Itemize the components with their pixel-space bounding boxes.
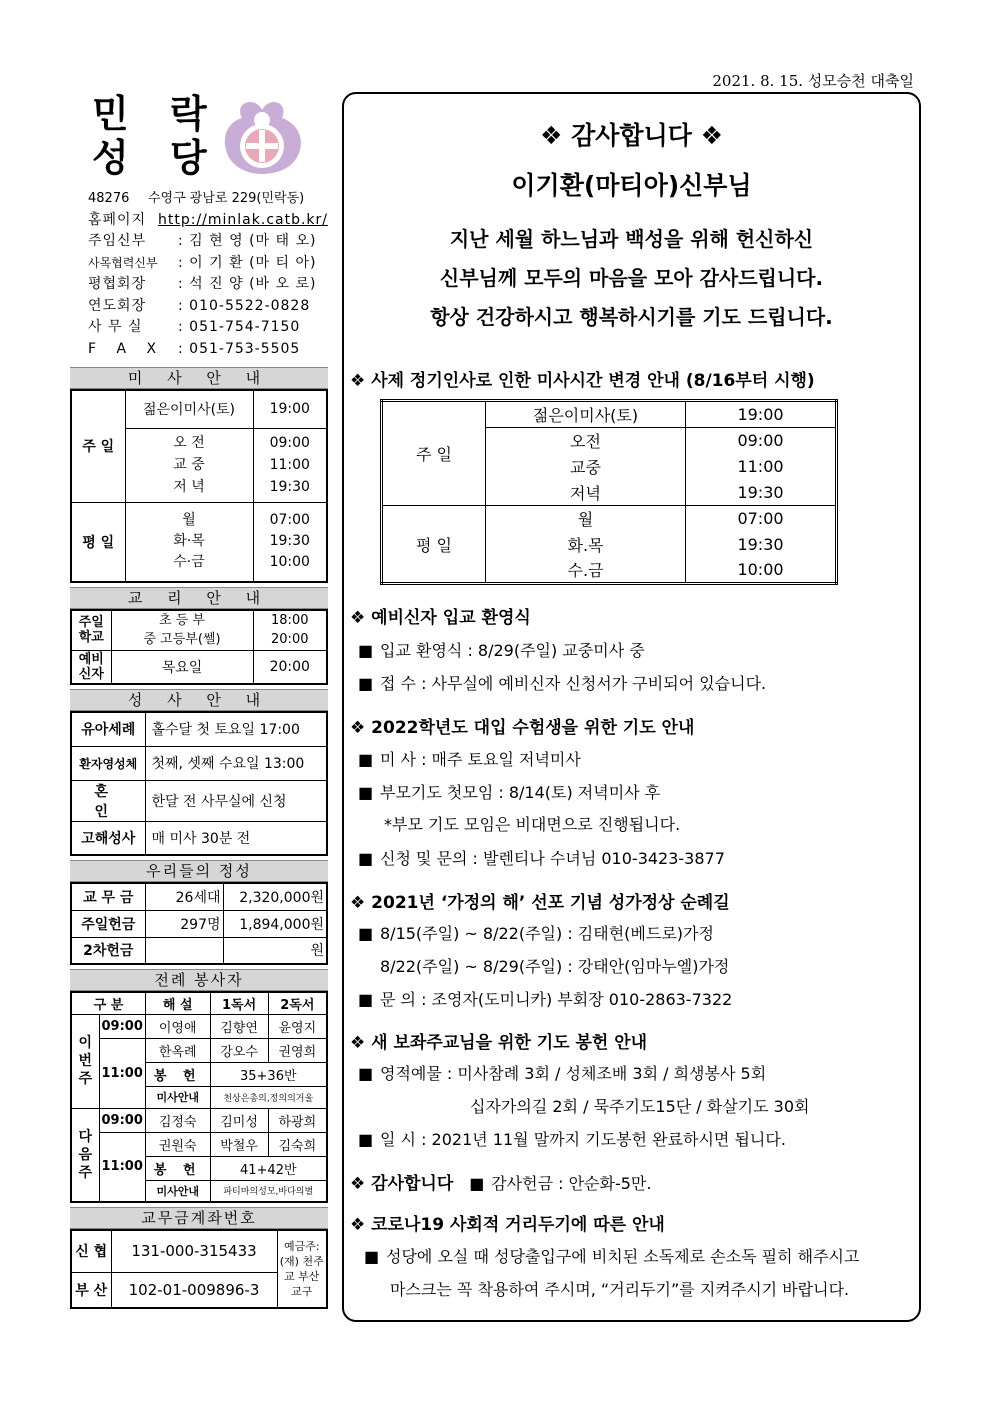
bongheon-label: 봉 헌 [145,1156,210,1180]
section-title-inline [350,1169,651,1194]
mass-table-name: 오전 [486,428,686,454]
notice-text: 문 의 : 조영자(도미니카) 부회장 010-2863-7322 [380,990,733,1009]
notice-line: ■ 신청 및 문의 : 발렌티나 수녀님 010-3423-3877 [358,849,725,868]
doctrine-header: 교 리 안 내 [70,587,328,609]
notice-text: 신청 및 문의 : 발렌티나 수녀님 010-3423-3877 [380,849,725,868]
address-row [70,188,328,210]
servers-header: 전례 봉사자 [70,969,328,991]
account-number: 131-000-315433 [111,1230,277,1272]
server-name: 김향연 [210,1014,268,1038]
thanks-message [344,220,919,337]
mass-table-time: 19:30 [686,480,837,506]
catechumen-time: 20:00 [253,650,327,684]
notice-line: ■ 8/15(주일) ~ 8/22(주일) : 김태현(베드로)가정 [358,924,714,943]
server-time: 11:00 [99,1038,145,1108]
servers-col-header: 해 설 [145,992,210,1014]
mass-table-name: 교중 [486,454,686,480]
mass-table-name: 젊은이미사(토) [486,401,686,428]
mass-table-time: 07:00 [686,506,837,532]
section-title: ❖ 코로나19 사회적 거리두기에 따른 안내 [350,1215,665,1235]
server-name: 하광희 [268,1108,327,1132]
weekday-mass-names [125,502,253,582]
mass-table-time: 19:30 [686,532,837,558]
notice-text: 미 사 : 매주 토요일 저녁미사 [380,750,581,769]
section-title: ❖ 2022학년도 대입 수험생을 위한 기도 안내 [350,718,695,738]
sacrament-name: 유아세례 [71,712,145,746]
info-key: 평협회장 [88,276,147,292]
offering-count [145,937,223,964]
info-value: : 010-5522-0828 [178,297,311,314]
sunday-label: 주 일 [71,390,125,502]
next-week-label [71,1108,99,1202]
sacrament-header: 성 사 안 내 [70,689,328,711]
info-row-council [70,274,328,296]
sacrament-name: 고해성사 [71,821,145,855]
school-times [253,610,327,650]
mass-table-sunday-label: 주 일 [382,401,486,506]
info-key: 주임신부 [88,233,147,249]
catechumen-day: 목요일 [111,650,253,684]
info-value: : 051-753-5505 [178,340,301,357]
notice-line: ■ 영적예물 : 미사참례 3회 / 성체조배 3회 / 희생봉사 5회 [358,1064,767,1083]
offering-name: 2차헌금 [71,937,145,964]
sacrament-name: 혼 인 [71,780,145,821]
homepage-link[interactable]: http://minlak.catb.kr/ [158,211,328,228]
bank-name: 신 협 [71,1230,111,1272]
guide-label: 미사안내 [145,1086,210,1108]
sunday-mass-times [253,428,327,502]
server-time: 11:00 [99,1132,145,1202]
info-value: : 이 기 환 (마 티 아) [178,254,317,271]
servers-table [70,991,328,1203]
mass-change-table [380,399,838,585]
account-holder: 예금주: (재) 천주교 부산교구 [277,1230,327,1308]
mass-name: 오 전 [173,435,205,451]
bank-name: 부 산 [71,1272,111,1308]
mass-name: 수·금 [173,554,205,571]
church-title-block [70,92,328,182]
offering-table [70,882,328,965]
church-name-line2: 성 당 [92,135,221,180]
sacrament-value: 한달 전 사무실에 신청 [145,780,327,821]
notice-text: 일 시 : 2021년 11월 말까지 기도봉헌 완료하시면 됩니다. [380,1130,786,1149]
mass-guide-header: 미 사 안 내 [70,367,328,389]
info-key: F A X [88,340,165,357]
guide-label: 미사안내 [145,1180,210,1202]
section-title: ❖ 사제 정기인사로 인한 미사시간 변경 안내 (8/16부터 시행) [350,371,815,391]
servers-col-header: 2독서 [268,992,327,1014]
mass-time: 19:30 [269,479,310,495]
server-name: 김미성 [210,1108,268,1132]
school-time: 18:00 [271,613,309,629]
info-key: 연도회장 [88,297,147,314]
bongheon-label: 봉 헌 [145,1062,210,1086]
mass-table-name: 화.목 [486,532,686,558]
thanks-name: 이기환(마티아)신부님 [511,171,752,200]
notice-line: 십자가의길 2회 / 묵주기도15단 / 화살기도 30회 [470,1097,810,1116]
church-info [70,188,328,360]
notice-text: 접 수 : 사무실에 예비신자 신청서가 구비되어 있습니다. [380,674,767,693]
notice-panel [342,92,921,1322]
youth-mass-time: 19:00 [253,390,327,428]
left-column [70,92,328,1309]
notice-line: ■ 미 사 : 매주 토요일 저녁미사 [358,750,581,769]
sacrament-value: 매 미사 30분 전 [145,821,327,855]
doctrine-table [70,609,328,685]
server-name: 김정숙 [145,1108,210,1132]
notice-line: ■ 입교 환영식 : 8/29(주일) 교중미사 중 [358,641,645,660]
notice-line: ■ 일 시 : 2021년 11월 말까지 기도봉헌 완료하시면 됩니다. [358,1130,786,1149]
church-logo-icon [220,96,304,176]
server-name: 박철우 [210,1132,268,1156]
postcode: 48276 [88,191,130,206]
bongheon-value: 35+36반 [210,1062,327,1086]
bongheon-value: 41+42반 [210,1156,327,1180]
section-title: ❖ 감사합니다 [350,1174,454,1194]
sacrament-name: 환자영성체 [71,746,145,780]
mass-name: 교 중 [173,457,205,473]
account-number: 102-01-009896-3 [111,1272,277,1308]
notice-line: ■ 성당에 오실 때 성당출입구에 비치된 소독제로 손소독 필히 해주시고 [364,1247,860,1266]
server-name: 윤영지 [268,1014,327,1038]
offering-count: 297명 [145,910,223,937]
server-name: 강오수 [210,1038,268,1062]
mass-name: 월 [182,512,196,529]
info-value: : 김 현 영 (마 태 오) [178,233,317,249]
school-name: 초 등 부 [159,613,205,629]
offering-amount: 2,320,000원 [223,883,327,910]
info-row-office [70,317,328,339]
mass-table-time: 09:00 [686,428,837,454]
mass-name: 화·목 [173,533,205,550]
mass-time: 09:00 [269,435,310,451]
sacrament-value: 홀수달 첫 토요일 17:00 [145,712,327,746]
weekday-mass-times [253,502,327,582]
mass-table-time: 10:00 [686,558,837,584]
mass-time: 19:30 [269,533,310,550]
account-header: 교무금계좌번호 [70,1207,328,1229]
server-name: 권영희 [268,1038,327,1062]
youth-mass-label: 젊은이미사(토) [125,390,253,428]
notice-line: ■ 감사헌금 : 안순화-5만. [469,1174,652,1193]
mass-table-name: 저녁 [486,480,686,506]
servers-col-header: 구 분 [71,992,145,1014]
info-row-homepage [70,210,328,232]
thanks-line: 지난 세월 하느님과 백성을 위해 헌신하신 [449,227,814,251]
notice-text: 8/15(주일) ~ 8/22(주일) : 김태현(베드로)가정 [380,924,714,943]
sacrament-table [70,711,328,856]
church-name-line1: 민 락 [92,91,221,136]
info-key: 홈페이지 [88,211,147,228]
guide-value: 천상은총의,정의의거울 [210,1086,327,1108]
info-value: : 석 진 양 (바 오 로) [178,276,317,292]
notice-line: ■ 접 수 : 사무실에 예비신자 신청서가 구비되어 있습니다. [358,674,767,693]
server-time: 09:00 [99,1014,145,1038]
bulletin-date: 2021. 8. 15. 성모승천 대축일 [712,72,914,90]
school-label: 주일학교 [71,610,111,650]
info-row-fax [70,339,328,361]
mass-table-name: 수.금 [486,558,686,584]
server-name: 이영애 [145,1014,210,1038]
notice-line: 8/22(주일) ~ 8/29(주일) : 강태안(임마누엘)가정 [380,957,730,976]
section-title: ❖ 새 보좌주교님을 위한 기도 봉헌 안내 [350,1033,648,1053]
school-name: 중 고등부(쎌) [143,632,221,648]
server-name: 김숙희 [268,1132,327,1156]
section-title: ❖ 예비신자 입교 환영식 [350,608,531,628]
mass-time: 11:00 [269,457,310,473]
catechumen-label: 예비신자 [71,650,111,684]
notice-text: 성당에 오실 때 성당출입구에 비치된 소독제로 손소독 필히 해주시고 [386,1247,860,1266]
church-name [92,92,221,180]
notice-line: *부모 기도 모임은 비대면으로 진행됩니다. [384,815,681,834]
info-row-yeondo [70,296,328,318]
mass-table-time: 11:00 [686,454,837,480]
mass-table-weekday-label: 평 일 [382,506,486,584]
mass-table-time: 19:00 [686,401,837,428]
notice-text: 영적예물 : 미사참례 3회 / 성체조배 3회 / 희생봉사 5회 [380,1064,767,1083]
offering-amount: 1,894,000원 [223,910,327,937]
address: 수영구 광남로 229(민락동) [148,191,305,206]
thanks-title: ❖ 감사합니다 ❖ [540,121,723,150]
offering-header: 우리들의 정성 [70,860,328,882]
info-value: : 051-754-7150 [178,319,301,335]
sacrament-value: 첫째, 셋째 수요일 13:00 [145,746,327,780]
mass-time: 10:00 [269,554,310,571]
notice-text: 감사헌금 : 안순화-5만. [491,1174,652,1193]
thanks-line: 신부님께 모두의 마음을 모아 감사드립니다. [439,266,824,290]
guide-value: 파티마의성모,바다의별 [210,1180,327,1202]
servers-col-header: 1독서 [210,992,268,1014]
notice-text: 입교 환영식 : 8/29(주일) 교중미사 중 [380,641,645,660]
offering-name: 주일헌금 [71,910,145,937]
info-key: 사목협력신부 [88,255,158,270]
notice-line: 마스크는 꼭 착용하여 주시며, “거리두기”를 지켜주시기 바랍니다. [390,1280,850,1299]
this-week-label-text: 이번주 [78,1035,93,1087]
weekday-label: 평 일 [71,502,125,582]
notice-line: ■ 부모기도 첫모임 : 8/14(토) 저녁미사 후 [358,783,661,802]
this-week-label [71,1014,99,1108]
info-row-pastor [70,231,328,253]
school-names [111,610,253,650]
server-name: 권원숙 [145,1132,210,1156]
school-time: 20:00 [271,632,309,648]
mass-guide-table [70,389,328,583]
offering-amount: 원 [223,937,327,964]
mass-time: 07:00 [269,512,310,529]
section-title: ❖ 2021년 ‘가정의 해’ 선포 기념 성가정상 순례길 [350,893,730,913]
info-row-assistant [70,253,328,275]
notice-text: 부모기도 첫모임 : 8/14(토) 저녁미사 후 [380,783,661,802]
server-time: 09:00 [99,1108,145,1132]
server-name: 한옥례 [145,1038,210,1062]
next-week-label-text: 다음주 [78,1128,93,1181]
offering-name: 교 무 금 [71,883,145,910]
sunday-mass-names [125,428,253,502]
info-key: 사 무 실 [88,319,143,335]
thanks-line: 항상 건강하시고 행복하시기를 기도 드립니다. [430,305,833,329]
notice-line: ■ 문 의 : 조영자(도미니카) 부회장 010-2863-7322 [358,990,733,1009]
mass-name: 저 녁 [173,479,205,495]
mass-table-name: 월 [486,506,686,532]
offering-count: 26세대 [145,883,223,910]
account-table [70,1229,328,1309]
